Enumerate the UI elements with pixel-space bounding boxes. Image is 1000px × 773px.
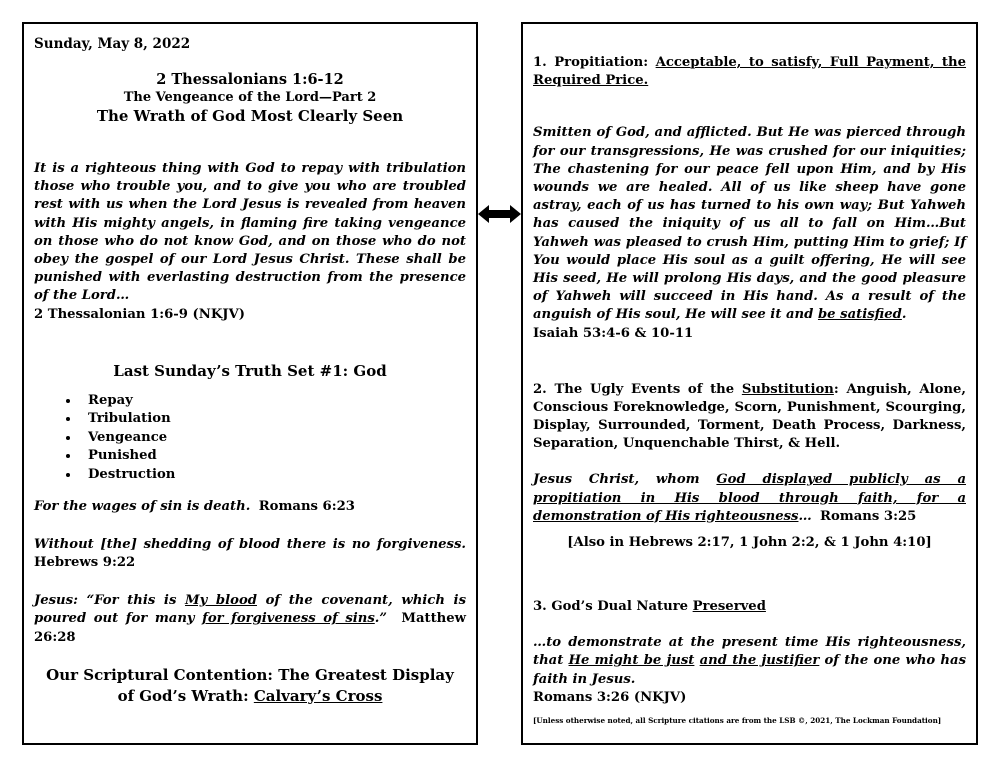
truth-set-list — [34, 392, 466, 485]
scripture-footnote: [Unless otherwise noted, all Scripture citations are from the LSB ©, 2021, The Lockman Foundation] — [533, 716, 942, 725]
matthew-quote-underlined: for forgiveness of sins — [202, 611, 375, 627]
list-item: • Vengeance — [80, 429, 466, 448]
list-item: • Repay — [80, 392, 466, 411]
point-label: 1. Propitiation: — [533, 55, 656, 70]
isaiah-quote-text: Smitten of God, and afflicted. But He was pierced through for our transgressions, He was crushed for our iniquities; The chastening for our peace fell upon Him, and by His wounds we are healed. All of us like sheep have gone astray, each of us has turned to his own way; But Yahweh has caused the iniquity of us all to fall on Him…But Yahweh was pleased to crush Him, putting Him to grief; If You would place His soul as a guilt offering, He will see His seed, He will prolong His days, and the good pleasure of Yahweh will succeed in His hand. As a result of the anguish of His soul, He will see it and — [533, 125, 966, 323]
romans-326-verse — [533, 634, 966, 689]
isaiah-reference: Isaiah 53:4-6 & 10-11 — [533, 325, 694, 341]
blood-verse — [34, 536, 466, 572]
romans-325-verse — [533, 471, 966, 526]
romans-quote-part: … — [798, 508, 812, 524]
matthew-quote-underlined: My blood — [185, 593, 257, 609]
double-arrow-icon — [478, 204, 521, 224]
intro-scripture-quote: It is a righteous thing with God to repay with tribulation those who trouble you, and to give you who are troubled rest with us when the Lord Jesus is revealed from heaven with His mighty angels, in flaming fire taking vengeance on those who do not know God, and on those who do not obey the gospel of our Lord Jesus Christ. These shall be punished with everlasting destruction from the presence of the Lord… — [34, 161, 466, 304]
blood-reference: Hebrews 9:22 — [34, 555, 136, 570]
list-item: • Tribulation — [80, 410, 466, 429]
point-propitiation — [533, 54, 966, 90]
point-label: 3. God’s Dual Nature — [533, 599, 693, 615]
romans-326-underlined: and the justifier — [699, 653, 820, 669]
left-page — [22, 22, 478, 745]
list-item: • Destruction — [80, 466, 466, 485]
contention-text: Our Scriptural Contention: The Greatest Display of God’s Wrath: — [46, 665, 454, 705]
isaiah-quote-end: . — [901, 307, 907, 323]
intro-scripture-reference: 2 Thessalonian 1:6-9 (NKJV) — [34, 306, 246, 322]
wages-quote: For the wages of sin is death. — [34, 498, 251, 514]
point-dual-nature — [533, 598, 966, 616]
substitution-word: Substitution — [741, 381, 834, 397]
isaiah-quote — [533, 124, 966, 324]
matthew-quote-part: of the covenant, which is poured out for many — [34, 593, 466, 627]
romans-quote-part: Jesus Christ, whom — [533, 472, 717, 488]
matthew-quote-part: .” — [374, 611, 387, 627]
romans-325-reference: Romans 3:25 — [820, 508, 917, 524]
sermon-series-title: The Vengeance of the Lord—Part 2 — [123, 90, 377, 105]
propitiation-definition: Acceptable, to satisfy, Full Payment, the Required Price. — [533, 55, 967, 89]
truth-set-heading: Last Sunday’s Truth Set #1: God — [113, 361, 387, 380]
right-page — [521, 22, 978, 745]
scriptural-contention — [34, 665, 466, 707]
romans-326-part: …to demonstrate at the present time His righteousness, that — [533, 635, 966, 669]
sermon-passage: 2 Thessalonians 1:6-12 — [156, 71, 344, 88]
contention-underlined: Calvary’s Cross — [253, 686, 383, 705]
sermon-main-title: The Wrath of God Most Clearly Seen — [96, 107, 404, 125]
matthew-quote-part: Jesus: “For this is — [34, 593, 186, 609]
wages-verse — [34, 498, 466, 516]
also-references: [Also in Hebrews 2:17, 1 John 2:2, & 1 John 4:10] — [567, 535, 932, 551]
romans-326-part: of the one who has faith in Jesus. — [533, 653, 966, 687]
matthew-verse — [34, 592, 466, 647]
isaiah-quote-underlined: be satisfied — [817, 307, 902, 323]
romans-326-reference: Romans 3:26 (NKJV) — [533, 689, 687, 705]
blood-quote: Without [the] shedding of blood there is no forgiveness. — [34, 536, 466, 552]
matthew-reference: Matthew 26:28 — [34, 611, 466, 645]
list-item: • Punished — [80, 447, 466, 466]
bulletin-date: Sunday, May 8, 2022 — [34, 36, 191, 52]
substitution-events: : Anguish, Alone, Conscious Foreknowledge, Scorn, Punishment, Scourging, Display, Surrounded, Torment, Death Process, Darkness, Separation, Unquenchable Thirst, & Hell. — [533, 381, 966, 452]
point-label: 2. The Ugly Events of the — [533, 381, 742, 397]
romans-quote-underlined: God displayed publicly as a propitiation in His blood through faith, for a demonstration of His righteousness — [533, 472, 966, 524]
romans-326-underlined: He might be just — [568, 653, 695, 669]
point-substitution — [533, 381, 966, 454]
preserved-word: Preserved — [692, 599, 766, 615]
wages-reference: Romans 6:23 — [258, 498, 355, 514]
